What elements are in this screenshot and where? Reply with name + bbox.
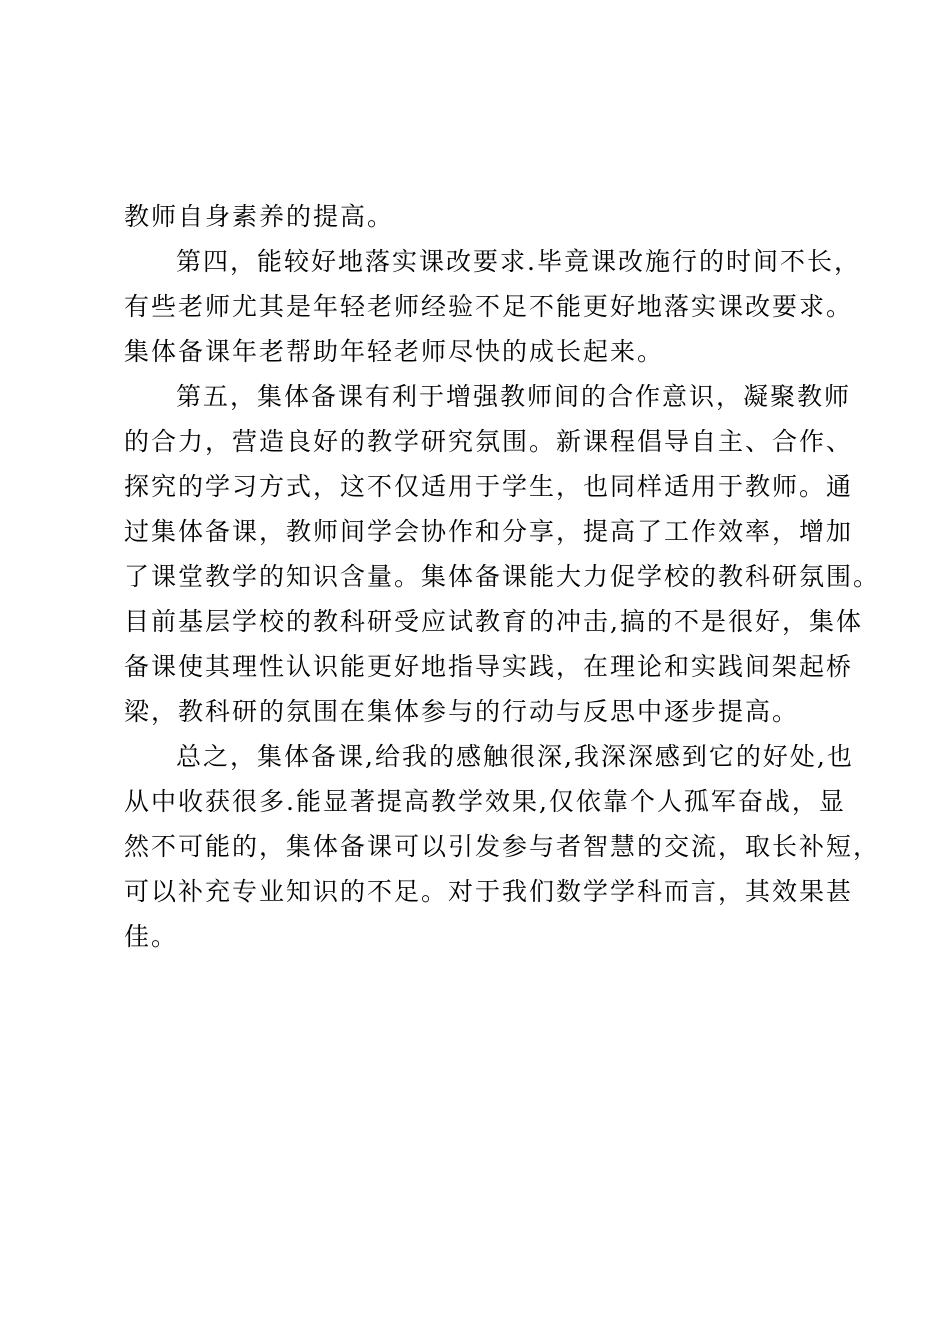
text-line: 总之，集体备课,给我的感触很深,我深深感到它的好处,也 [176, 742, 854, 771]
text-line: 备课使其理性认识能更好地指导实践，在理论和实践间架起桥 [124, 652, 854, 681]
text-line: 了课堂教学的知识含量。集体备课能大力促学校的教科研氛围。 [124, 562, 881, 591]
text-line: 教师自身素养的提高。 [124, 202, 395, 231]
text-line: 梁，教科研的氛围在集体参与的行动与反思中逐步提高。 [124, 697, 800, 726]
text-line: 的合力，营造良好的教学研究氛围。新课程倡导自主、合作、 [124, 427, 854, 456]
document-body [124, 194, 881, 959]
text-line: 集体备课年老帮助年轻老师尽快的成长起来。 [124, 337, 665, 366]
text-line: 探究的学习方式，这不仅适用于学生，也同样适用于教师。通 [124, 472, 854, 501]
text-line: 过集体备课，教师间学会协作和分享，提高了工作效率，增加 [124, 517, 854, 546]
text-line: 然不可能的，集体备课可以引发参与者智慧的交流，取长补短， [124, 832, 881, 861]
text-line: 有些老师尤其是年轻老师经验不足不能更好地落实课改要求。 [124, 292, 854, 321]
text-line: 佳。 [124, 922, 179, 951]
text-line: 可以补充专业知识的不足。对于我们数学学科而言，其效果甚 [124, 877, 854, 906]
text-line: 第五，集体备课有利于增强教师间的合作意识，凝聚教师 [176, 382, 852, 411]
text-line: 第四，能较好地落实课改要求.毕竟课改施行的时间不长， [176, 247, 861, 276]
text-line: 目前基层学校的教科研受应试教育的冲击,搞的不是很好，集体 [124, 607, 863, 636]
text-line: 从中收获很多.能显著提高教学效果,仅依靠个人孤军奋战，显 [124, 787, 846, 816]
